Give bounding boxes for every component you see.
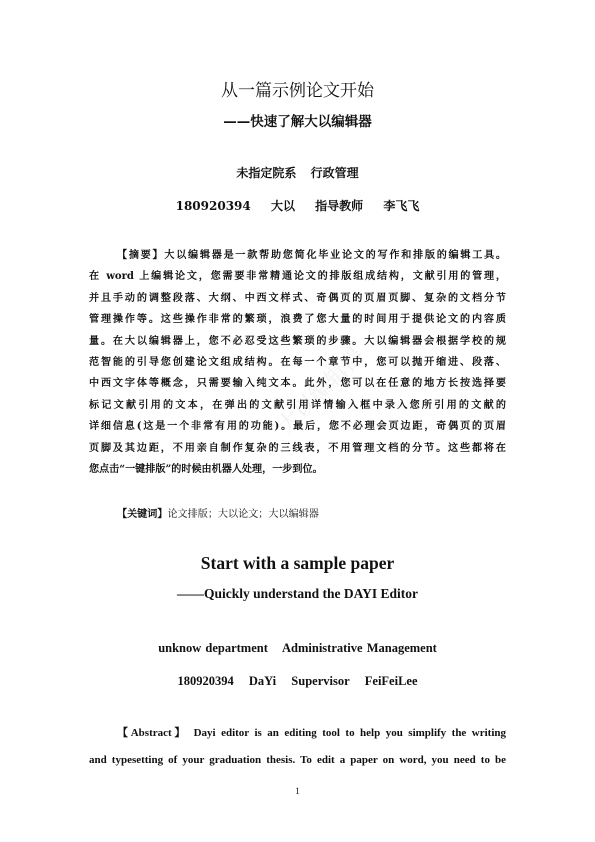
abstract-line: 管理操作等。这些操作非常的繁琐，浪费了您大量的时间用于提供论文的内容质 xyxy=(89,314,506,326)
author-name: DaYi xyxy=(248,674,277,688)
abstract-line: 范智能的引导您创建论文组成结构。在每一个章节中，您可以抛开缩进、段落、 xyxy=(89,356,506,368)
chinese-department-line: 未指定院系 行政管理 xyxy=(236,166,359,180)
english-subtitle: ——Quickly understand the DAYI Editor xyxy=(176,586,419,601)
student-id: 180920394 xyxy=(177,674,234,688)
keywords-label: 【关键词】 xyxy=(117,509,168,520)
english-title: Start with a sample paper xyxy=(200,553,395,573)
supervisor-label: 指导教师 xyxy=(315,199,364,213)
major-name: Administrative Management xyxy=(282,641,437,655)
watermark: 大以编辑器 xyxy=(273,343,369,439)
abstract-line: 标记文献引用的文本，在弹出的文献引用详情输入框中录入您所引用的文献的 xyxy=(89,399,506,411)
english-department-line xyxy=(0,641,595,656)
abstract-line xyxy=(89,245,506,266)
abstract-line: and typesetting of your graduation thesis. To edit a paper on word, you need to be xyxy=(89,754,506,766)
author-name: 大以 xyxy=(270,199,295,213)
chinese-keywords xyxy=(117,505,319,520)
chinese-title: 从一篇示例论文开始 xyxy=(221,81,374,101)
abstract-line: 页脚及其边距，不用亲自制作复杂的三线表，不用管理文档的分节。这些都将在 xyxy=(89,442,506,454)
chinese-subtitle: ——快速了解大以编辑器 xyxy=(223,114,372,130)
abstract-label: 【Abstract】 xyxy=(117,727,189,739)
abstract-line: 在 word 上编辑论文，您需要非常精通论文的排版组成结构，文献引用的管理， xyxy=(89,271,506,283)
abstract-line: 中西文字体等概念，只需要输入纯文本。此外，您可以在任意的地方长按选择要 xyxy=(89,378,506,390)
student-id: 180920394 xyxy=(175,199,251,213)
abstract-line-text: 大以编辑器是一款帮助您简化毕业论文的写作和排版的编辑工具。 xyxy=(164,250,506,261)
page-number: 1 xyxy=(295,786,300,796)
abstract-line-text: Dayi editor is an editing tool to help you simplify the writing xyxy=(193,727,506,739)
abstract-line: 并且手动的调整段落、大纲、中西文样式、奇偶页的页眉页脚、复杂的文档分节 xyxy=(89,292,506,304)
supervisor-name: 李飞飞 xyxy=(383,199,420,213)
abstract-line: 您点击“一键排版”的时候由机器人处理，一步到位。 xyxy=(89,463,323,475)
abstract-line xyxy=(89,720,506,747)
keywords-values: 论文排版；大以论文；大以编辑器 xyxy=(167,509,319,520)
abstract-line: 量。在大以编辑器上，您不必忍受这些繁琐的步骤。大以编辑器会根据学校的规 xyxy=(89,335,506,347)
english-abstract xyxy=(89,720,506,774)
supervisor-label: Supervisor xyxy=(291,674,350,688)
english-author-line xyxy=(0,674,595,689)
abstract-label: 【摘要】 xyxy=(117,250,165,261)
chinese-author-line xyxy=(0,197,595,214)
department-name: unknow department xyxy=(158,641,268,655)
abstract-line: 详细信息(这是一个非常有用的功能)。最后，您不必理会页边距，奇偶页的页眉 xyxy=(89,421,506,433)
supervisor-name: FeiFeiLee xyxy=(364,674,418,688)
chinese-abstract xyxy=(89,245,506,480)
